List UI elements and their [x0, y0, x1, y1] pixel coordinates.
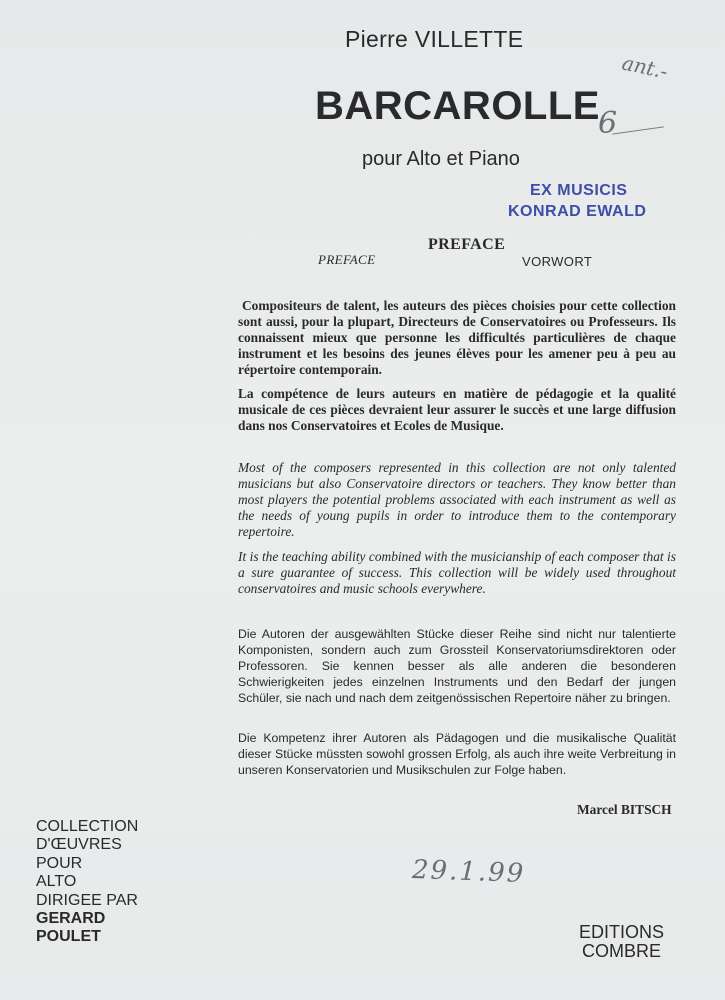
ownership-stamp-line1: EX MUSICIS — [530, 182, 628, 199]
collection-line: ALTO — [36, 873, 77, 891]
preface-french-paragraph: Compositeurs de talent, les auteurs des pièces choisies pour cette collection sont aussi, pour la plupart, Directeurs de Conservatoires ou Professeurs. Ils connaissent mieux que personne les difficultés particulières de chaque instrument et les besoins des jeunes élèves pour les amener peu à peu au répertoire contemporain. — [238, 298, 676, 377]
collection-block — [36, 818, 138, 947]
collection-line: DIRIGEE PAR — [36, 891, 138, 909]
preface-german-paragraph: Die Autoren der ausgewählten Stücke dieser Reihe sind nicht nur talentierte Komponisten, sondern auch zum Grossteil Konservatoriumsdirektoren oder Professoren. Sie kennen besser als alle anderen die besonderen Schwierigkeiten jedes einzelnen Instruments und den Bedarf der jungen Schüler, sie nach und nach dem zeitgenössischen Repertoire näher zu bringen. — [238, 627, 676, 705]
handwritten-date: 29.1.99 — [411, 855, 526, 889]
preface-heading-english: PREFACE — [318, 252, 376, 267]
preface-heading: PREFACE — [428, 236, 506, 253]
preface-german-paragraph: Die Kompetenz ihrer Autoren als Pädagogen und die musikalische Qualität dieser Stücke müssten sowohl grossen Erfolg, als auch ihre weite Verbreitung in unseren Konservatorien und Musikschulen zur Folge haben. — [238, 731, 676, 777]
composer-name: Pierre VILLETTE — [345, 26, 524, 52]
preface-french-paragraph: La compétence de leurs auteurs en matière de pédagogie et la qualité musicale de ces pièces devraient leur assurer le succès et une large diffusion dans nos Conservatoires et Ecoles de Musique. — [238, 386, 676, 433]
publisher-name — [579, 923, 664, 961]
collection-line: D'ŒUVRES — [36, 836, 122, 854]
instrumentation-subtitle: pour Alto et Piano — [362, 148, 520, 170]
piece-title: BARCAROLLE — [315, 84, 600, 128]
preface-english-paragraph: It is the teaching ability combined with the musicianship of each composer that is a sure guarantee of success. This collection will be widely used throughout conservatoires and music schools everywhere. — [238, 549, 676, 596]
collection-line: COLLECTION — [36, 818, 139, 835]
handwritten-note: ant.- — [620, 50, 670, 84]
preface-heading-german: VORWORT — [522, 254, 593, 269]
ownership-stamp-line2: KONRAD EWALD — [508, 203, 647, 220]
preface-english-paragraph: Most of the composers represented in this collection are not only talented musicians but also Conservatoire directors or teachers. They know better than most players the potential problems associated with each instrument as well as the needs of young pupils in order to introduce them to the contemporary repertoire. — [238, 460, 676, 539]
collection-director: GERARD — [36, 910, 106, 928]
handwritten-underline — [612, 126, 664, 134]
publisher-line: COMBRE — [582, 941, 662, 961]
preface-signature: Marcel BITSCH — [577, 802, 672, 817]
collection-line: POUR — [36, 854, 83, 872]
handwritten-number: 6 — [598, 106, 618, 141]
publisher-line: EDITIONS — [579, 922, 665, 942]
collection-director: POULET — [36, 928, 101, 946]
